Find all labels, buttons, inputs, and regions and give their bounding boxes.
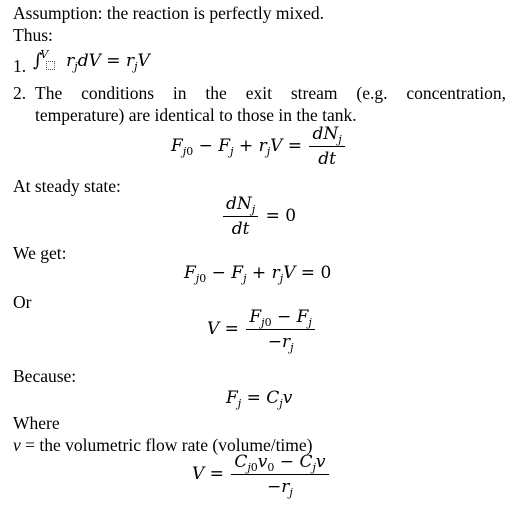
equation-molar-flow: $F_j = C_jv$ [226, 388, 293, 410]
steady-state-label: At steady state: [13, 176, 121, 196]
equation-integral: ∫$^V$ $r_jdV = r_jV$ [33, 48, 150, 73]
item-2-number: 2. [13, 83, 27, 103]
item-1-number: 1. [13, 56, 27, 76]
v-symbol: v [13, 435, 21, 455]
equation-balance-zero: $F_{j0} - F_j + r_jV = 0$ [184, 263, 332, 285]
equation-final-volume: V = $\frac{C_{j0}v_0 - C_jv}{-r_j}$ [192, 452, 331, 497]
where-label: Where [13, 413, 60, 433]
equation-steady-state: $\frac{dN_j}{dt}$ = 0 [221, 194, 296, 239]
equation-volume: V = $\frac{F_{j0} - F_j}{-r_j}$ [207, 307, 317, 352]
equation-mole-balance: $F_{j0} - F_j + r_jV$ = $\frac{dN_j}{dt}$ [171, 124, 347, 169]
item-2-line-2: temperature) are identical to those in the tank. [35, 105, 357, 125]
because-label: Because: [13, 366, 77, 386]
we-get-label: We get: [13, 243, 67, 263]
flow-rate-definition-text: = the volumetric flow rate (volume/time) [25, 435, 313, 455]
thus-label: Thus: [13, 25, 53, 45]
item-2-line-1: The conditions in the exit stream (e.g. concentration, [35, 83, 506, 103]
or-label: Or [13, 292, 32, 312]
assumption-text: Assumption: the reaction is perfectly mixed. [13, 3, 325, 23]
